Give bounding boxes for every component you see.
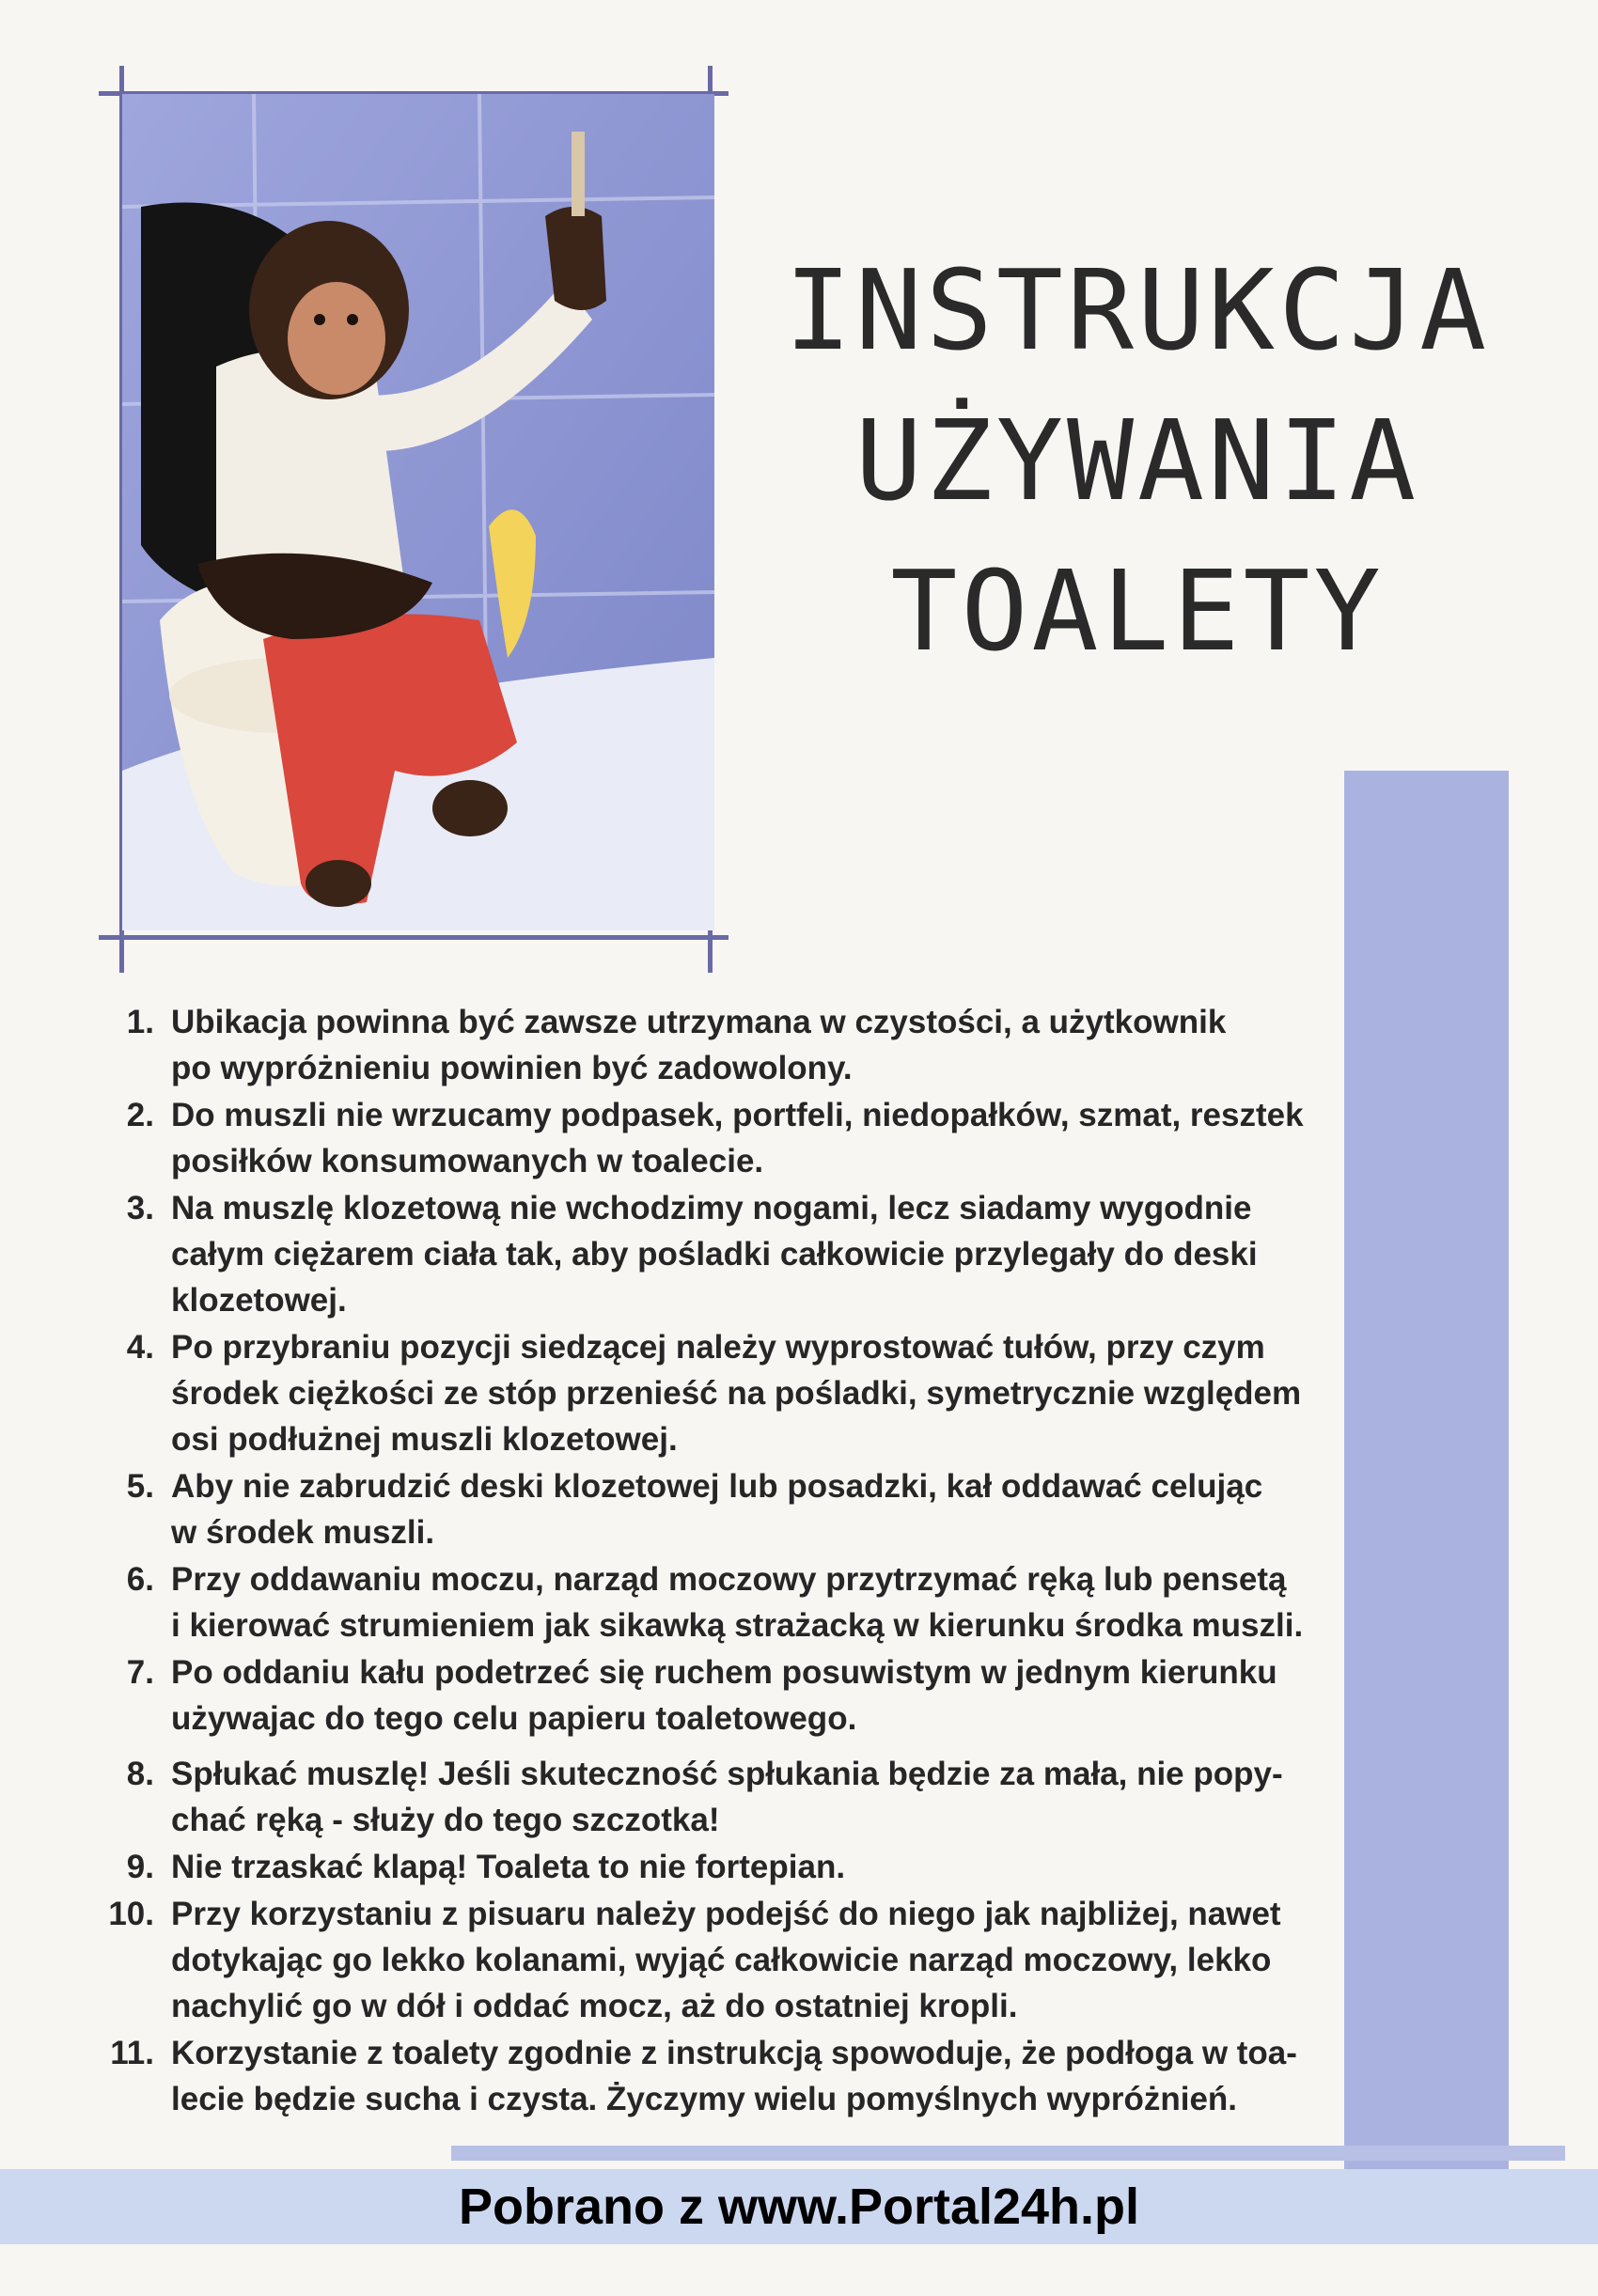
rule-text: Korzystanie z toalety zgodnie z instrukcją spowoduje, że podłoga w toa- lecie będzie sucha i czysta. Życzymy wielu pomyślnych wypróżnień. xyxy=(171,2035,1297,2117)
rule-item xyxy=(77,1185,1506,1323)
rule-number: 7. xyxy=(126,1654,154,1691)
title-line-1: INSTRUKCJA xyxy=(784,245,1491,375)
rule-item xyxy=(77,999,1506,1091)
footer-text: Pobrano z www.Portal24h.pl xyxy=(458,2179,1140,2235)
rule-item xyxy=(77,1463,1506,1555)
rule-text: Przy korzystaniu z pisuaru należy podejść do niego jak najbliżej, nawet dotykając go lekko kolanami, wyjąć całkowicie narząd moczowy, lekko nachylić go w dół i oddać mocz, aż do ostatniej kropli. xyxy=(171,1896,1281,2024)
frame-line-bottom xyxy=(99,935,728,940)
rule-number: 2. xyxy=(126,1097,154,1133)
footer-banner xyxy=(0,2169,1598,2244)
rule-number: 8. xyxy=(126,1756,154,1792)
rule-number: 5. xyxy=(126,1468,154,1505)
rule-text: Nie trzaskać klapą! Toaleta to nie fortepian. xyxy=(171,1849,846,1885)
rule-number: 9. xyxy=(126,1849,154,1885)
rule-number: 1. xyxy=(126,1004,154,1040)
rule-number: 4. xyxy=(126,1329,154,1366)
rule-text: Przy oddawaniu moczu, narząd moczowy przytrzymać ręką lub pensetą i kierować strumieniem jak sikawką strażacką w kierunku środka muszli. xyxy=(171,1561,1304,1644)
rule-text: Po przybraniu pozycji siedzącej należy wyprostować tułów, przy czym środek ciężkości ze stóp przenieść na pośladki, symetrycznie względem osi podłużnej muszli klozetowej. xyxy=(171,1329,1302,1458)
rule-number: 11. xyxy=(110,2035,154,2071)
rule-item xyxy=(77,1751,1506,1843)
page-title xyxy=(714,235,1560,686)
rule-item xyxy=(77,1649,1506,1742)
accent-underline xyxy=(451,2146,1565,2161)
title-line-2: UŻYWANIA xyxy=(854,396,1420,525)
rule-item xyxy=(77,1891,1506,2029)
rule-text: Spłukać muszlę! Jeśli skuteczność spłukania będzie za mała, nie popy- chać ręką - służy do tego szczotka! xyxy=(171,1756,1283,1838)
rule-item xyxy=(77,1092,1506,1184)
rule-text: Do muszli nie wrzucamy podpasek, portfeli, niedopałków, szmat, resztek posiłków konsumowanych w toalecie. xyxy=(171,1097,1304,1179)
rule-text: Po oddaniu kału podetrzeć się ruchem posuwistym w jednym kierunku używajac do tego celu papieru toaletowego. xyxy=(171,1654,1277,1737)
rule-item xyxy=(77,1324,1506,1462)
rule-item xyxy=(77,1556,1506,1648)
rule-number: 10. xyxy=(108,1896,154,1932)
rule-number: 6. xyxy=(126,1561,154,1598)
rule-text: Aby nie zabrudzić deski klozetowej lub posadzki, kał oddawać celując w środek muszli. xyxy=(171,1468,1263,1551)
rule-item xyxy=(77,2030,1506,2122)
rule-item xyxy=(77,1844,1506,1890)
rules-list xyxy=(77,999,1506,2123)
rule-text: Ubikacja powinna być zawsze utrzymana w czystości, a użytkownik po wypróżnieniu powinien być zadowolony. xyxy=(171,1004,1227,1086)
rule-text: Na muszlę klozetową nie wchodzimy nogami, lecz siadamy wygodnie całym ciężarem ciała tak, aby pośladki całkowicie przylegały do deski klozetowej. xyxy=(171,1190,1258,1319)
chimpanzee-on-toilet-photo xyxy=(122,94,714,930)
title-line-3: TOALETY xyxy=(890,546,1385,676)
rule-number: 3. xyxy=(126,1190,154,1226)
